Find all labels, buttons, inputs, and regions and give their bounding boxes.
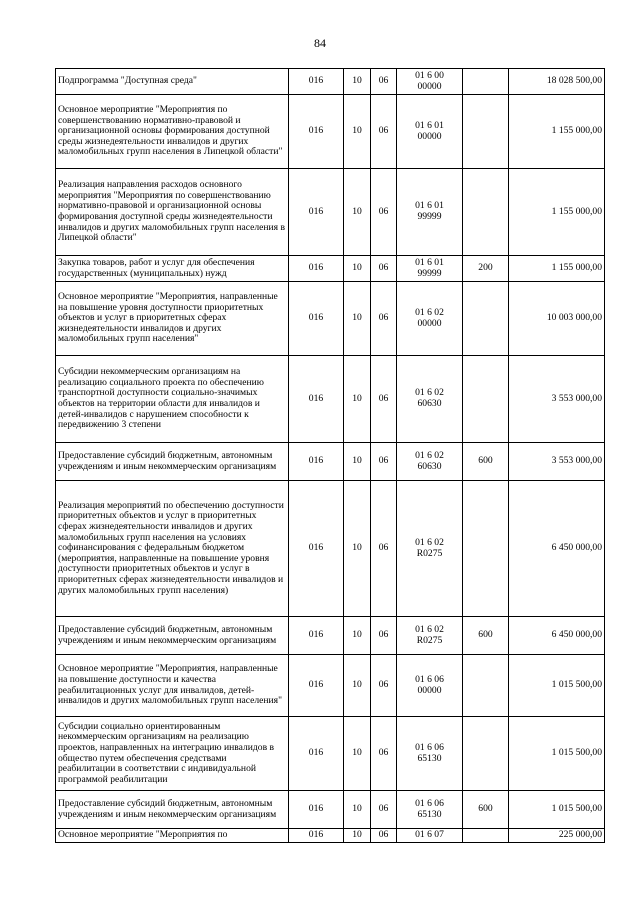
- row-csr-line2: 65130: [417, 752, 442, 764]
- row-razdel-cell: 10: [344, 617, 371, 655]
- row-csr-cell: [397, 256, 463, 282]
- row-podrazdel-cell: 06: [371, 791, 397, 829]
- row-podrazdel-cell: 06: [371, 829, 397, 843]
- row-name-cell: Реализация мероприятий по обеспечению доступности приоритетных объектов и услуг в приоритетных сферах жизнедеятельности инвалидов и других маломобильных групп населения на условиях софинансирования с федеральным бюджетом (мероприятия, направленные на повышение уровня доступности приоритетных объектов и услуг в приоритетных сферах жизнедеятельности инвалидов и других маломобильных групп населения): [56, 481, 289, 617]
- row-razdel-cell: 10: [344, 481, 371, 617]
- row-csr-line2: 60630: [417, 398, 442, 409]
- table-row: [56, 617, 605, 655]
- row-csr-line2: 60630: [417, 460, 442, 472]
- row-csr-cell: [397, 617, 463, 655]
- row-vr-cell: [463, 717, 509, 791]
- row-vr-cell: [463, 282, 509, 356]
- row-podrazdel-cell: 06: [371, 443, 397, 481]
- row-vr-cell: [463, 829, 509, 843]
- row-razdel-cell: 10: [344, 169, 371, 256]
- row-razdel-cell: 10: [344, 443, 371, 481]
- row-name-cell: Субсидии социально ориентированным некоммерческим организациям на реализацию проектов, направленных на интеграцию инвалидов в общество путем обеспечения средствами реабилитации в соответствии с индивидуальной программой реабилитации: [56, 717, 289, 791]
- row-grbs-cell: 016: [289, 617, 344, 655]
- row-sum-cell: 3 553 000,00: [509, 356, 605, 443]
- row-vr-cell: 200: [463, 256, 509, 282]
- row-csr-cell: [397, 95, 463, 169]
- row-vr-cell: [463, 356, 509, 443]
- row-csr-line2: R0275: [416, 547, 443, 559]
- row-vr-cell: [463, 169, 509, 256]
- row-csr-line1: 01 6 01: [415, 200, 444, 212]
- row-csr-cell: [397, 69, 463, 95]
- row-grbs-cell: 016: [289, 282, 344, 356]
- row-name-cell: Субсидии некоммерческим организациям на реализацию социального проекта по обеспечению транспортной доступности социально-значимых объектов на территории области для инвалидов и детей-инвалидов с нарушением способности к передвижению 3 степени: [56, 356, 289, 443]
- row-csr-cell: [397, 655, 463, 717]
- row-csr-line2: 99999: [417, 211, 442, 222]
- row-sum-cell: 1 155 000,00: [509, 95, 605, 169]
- row-grbs-cell: 016: [289, 481, 344, 617]
- row-podrazdel-cell: 06: [371, 481, 397, 617]
- row-podrazdel-cell: 06: [371, 617, 397, 655]
- row-razdel-cell: 10: [344, 282, 371, 356]
- row-sum-cell: 1 015 500,00: [509, 791, 605, 829]
- table-row: [56, 256, 605, 282]
- row-sum-cell: 1 015 500,00: [509, 717, 605, 791]
- row-csr-line2: 99999: [417, 267, 442, 279]
- row-name-cell: Предоставление субсидий бюджетным, автономным учреждениям и иным некоммерческим организациям: [56, 617, 289, 655]
- table-row: [56, 282, 605, 356]
- row-podrazdel-cell: 06: [371, 69, 397, 95]
- row-csr-line2: 00000: [417, 130, 442, 142]
- row-grbs-cell: 016: [289, 169, 344, 256]
- row-sum-cell: 1 155 000,00: [509, 256, 605, 282]
- row-grbs-cell: 016: [289, 829, 344, 843]
- row-sum-cell: 6 450 000,00: [509, 617, 605, 655]
- row-csr-line1: 01 6 02: [415, 449, 444, 461]
- row-podrazdel-cell: 06: [371, 95, 397, 169]
- row-name-cell: Подпрограмма "Доступная среда": [56, 69, 289, 95]
- table-row: [56, 791, 605, 829]
- row-razdel-cell: 10: [344, 655, 371, 717]
- row-name-cell: Основное мероприятие "Мероприятия по совершенствованию нормативно-правовой и организационной основы формирования доступной среды жизнедеятельности инвалидов и других маломобильных групп населения в Липецкой области": [56, 95, 289, 169]
- row-csr-cell: [397, 791, 463, 829]
- row-vr-cell: [463, 481, 509, 617]
- table-row: [56, 356, 605, 443]
- row-csr-line1: 01 6 02: [415, 536, 444, 548]
- row-vr-cell: 600: [463, 443, 509, 481]
- row-csr-line1: 01 6 02: [415, 387, 444, 399]
- table-row: [56, 69, 605, 95]
- row-csr-line1: 01 6 01: [415, 119, 444, 131]
- row-razdel-cell: 10: [344, 829, 371, 843]
- row-grbs-cell: 016: [289, 356, 344, 443]
- row-sum-cell: 18 028 500,00: [509, 69, 605, 95]
- row-csr-line1: 01 6 06: [415, 673, 444, 685]
- row-sum-cell: 3 553 000,00: [509, 443, 605, 481]
- row-sum-cell: 10 003 000,00: [509, 282, 605, 356]
- row-name-cell: Предоставление субсидий бюджетным, автономным учреждениям и иным некоммерческим организациям: [56, 443, 289, 481]
- row-grbs-cell: 016: [289, 69, 344, 95]
- row-vr-cell: [463, 69, 509, 95]
- row-razdel-cell: 10: [344, 256, 371, 282]
- row-name-cell: Основное мероприятие "Мероприятия, направленные на повышение доступности и качества реабилитационных услуг для инвалидов, детей-инвалидов и других маломобильных групп населения": [56, 655, 289, 717]
- table-row: [56, 443, 605, 481]
- table-row: [56, 655, 605, 717]
- row-podrazdel-cell: 06: [371, 356, 397, 443]
- row-csr-cell: [397, 282, 463, 356]
- row-podrazdel-cell: 06: [371, 655, 397, 717]
- row-podrazdel-cell: 06: [371, 282, 397, 356]
- row-sum-cell: 1 155 000,00: [509, 169, 605, 256]
- table-row: [56, 169, 605, 256]
- row-razdel-cell: 10: [344, 69, 371, 95]
- row-csr-line2: 00000: [417, 80, 442, 92]
- row-grbs-cell: 016: [289, 256, 344, 282]
- table-row: [56, 717, 605, 791]
- row-vr-cell: 600: [463, 791, 509, 829]
- budget-table: [55, 68, 605, 843]
- row-razdel-cell: 10: [344, 356, 371, 443]
- row-name-cell: Основное мероприятие "Мероприятия, направленные на повышение уровня доступности приоритетных объектов и услуг в приоритетных сферах жизнедеятельности инвалидов и других маломобильных групп населения": [56, 282, 289, 356]
- row-sum-cell: 6 450 000,00: [509, 481, 605, 617]
- row-vr-cell: 600: [463, 617, 509, 655]
- row-name-cell: Закупка товаров, работ и услуг для обеспечения государственных (муниципальных) нужд: [56, 256, 289, 282]
- budget-table-body: [56, 69, 605, 843]
- page-number: 84: [314, 36, 326, 50]
- row-podrazdel-cell: 06: [371, 256, 397, 282]
- row-grbs-cell: 016: [289, 791, 344, 829]
- row-vr-cell: [463, 655, 509, 717]
- row-razdel-cell: 10: [344, 791, 371, 829]
- row-grbs-cell: 016: [289, 717, 344, 791]
- row-grbs-cell: 016: [289, 443, 344, 481]
- row-name-cell: Основное мероприятие "Мероприятия по: [56, 829, 289, 843]
- row-sum-cell: 225 000,00: [509, 829, 605, 843]
- row-csr-line2: R0275: [416, 634, 443, 646]
- row-csr-line2: 00000: [417, 317, 442, 329]
- table-row: [56, 481, 605, 617]
- row-csr-cell: [397, 169, 463, 256]
- row-csr-cell: [397, 717, 463, 791]
- row-csr-line1: 01 6 06: [415, 741, 444, 753]
- row-csr-cell: [397, 829, 463, 843]
- row-csr-line1: 01 6 06: [415, 797, 444, 809]
- row-csr-line2: 65130: [417, 808, 442, 820]
- table-row: [56, 95, 605, 169]
- row-razdel-cell: 10: [344, 95, 371, 169]
- row-grbs-cell: 016: [289, 95, 344, 169]
- row-vr-cell: [463, 95, 509, 169]
- row-csr-cell: [397, 356, 463, 443]
- row-name-cell: Реализация направления расходов основного мероприятия "Мероприятия по совершенствованию нормативно-правовой и организационной основы формирования доступной среды жизнедеятельности инвалидов и других маломобильных групп населения в Липецкой области": [56, 169, 289, 256]
- row-name-cell: Предоставление субсидий бюджетным, автономным учреждениям и иным некоммерческим организациям: [56, 791, 289, 829]
- row-csr-cell: [397, 481, 463, 617]
- row-grbs-cell: 016: [289, 655, 344, 717]
- row-csr-line1: 01 6 07: [415, 829, 444, 841]
- row-podrazdel-cell: 06: [371, 169, 397, 256]
- row-csr-line1: 01 6 00: [415, 69, 444, 81]
- table-row: [56, 829, 605, 843]
- row-csr-line2: 00000: [417, 684, 442, 696]
- row-csr-line1: 01 6 02: [415, 306, 444, 318]
- row-razdel-cell: 10: [344, 717, 371, 791]
- row-csr-line1: 01 6 01: [415, 256, 444, 268]
- row-csr-cell: [397, 443, 463, 481]
- row-podrazdel-cell: 06: [371, 717, 397, 791]
- row-csr-line1: 01 6 02: [415, 623, 444, 635]
- row-sum-cell: 1 015 500,00: [509, 655, 605, 717]
